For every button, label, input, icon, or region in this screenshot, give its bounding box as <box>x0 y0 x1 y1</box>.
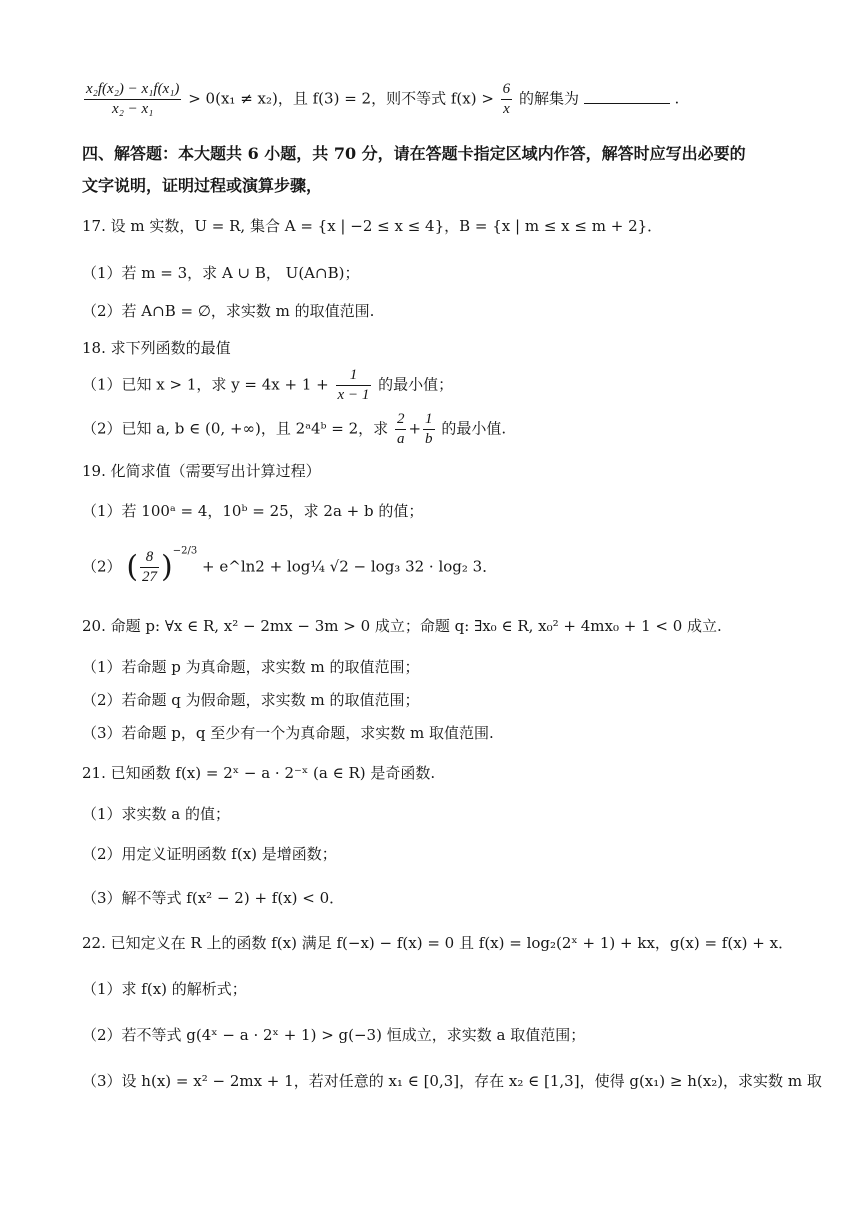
right-paren: ) <box>161 549 173 585</box>
q18-part2-fraction1 <box>395 410 407 449</box>
q19-part2-pre: （2） <box>82 557 122 576</box>
fraction-denominator: x₂ − x₁ <box>112 101 154 117</box>
q21-part3: （3）解不等式 f(x² − 2) + f(x) < 0． <box>82 889 345 907</box>
solution-set-text: 的解集为 <box>518 89 579 108</box>
q17-stem: 17. 设 m 实数，U = R, 集合 A = {x | −2 ≤ x ≤ 4}，B = {x | m ≤ x ≤ m + 2}． <box>82 217 663 235</box>
q19-stem: 19. 化简求值（需要写出计算过程） <box>82 462 321 480</box>
end-period: . <box>674 89 680 108</box>
q18-part1-denominator: x − 1 <box>337 387 370 403</box>
q21-stem: 21. 已知函数 f(x) = 2ˣ − a · 2⁻ˣ (a ∈ R) 是奇函数. <box>82 764 436 782</box>
rhs-numerator: 6 <box>501 80 513 100</box>
q18-part1-numerator: 1 <box>336 366 372 386</box>
q18-part2-pre: （2）已知 a, b ∈ (0, +∞)，且 2ᵃ4ᵇ = 2，求 <box>82 419 389 438</box>
q18-part1-fraction <box>336 366 372 405</box>
q20-part2: （2）若命题 q 为假命题，求实数 m 的取值范围； <box>82 691 420 709</box>
q20-stem: 20. 命题 p: ∀x ∈ R, x² − 2mx − 3m > 0 成立；命题 q: ∃x₀ ∈ R, x₀² + 4mx₀ + 1 < 0 成立. <box>82 617 722 635</box>
section-heading-line1: 四、解答题：本大题共 6 小题，共 70 分，请在答题卡指定区域内作答，解答时应写出必要的 <box>82 144 746 163</box>
q18-part2: （2）已知 a, b ∈ (0, +∞)，且 2ᵃ4ᵇ = 2，求 $\frac{2}{a}$ + $\frac{1}{b}$ 的最小值. <box>82 411 507 447</box>
condition-text: > 0(x₁ ≠ x₂)，且 f(3) = 2，则不等式 f(x) > <box>188 89 494 108</box>
q21-part1: （1）求实数 a 的值； <box>82 805 231 823</box>
difference-quotient-fraction <box>84 80 181 119</box>
q17-part1: （1）若 m = 3，求 A ∪ B， U(A∩B)； <box>82 264 360 282</box>
q18-stem: 18. 求下列函数的最值 <box>82 339 231 357</box>
q18-part2-numerator1: 2 <box>395 410 407 430</box>
q18-part2-post: 的最小值. <box>441 419 507 438</box>
q19-part2-denominator: 27 <box>142 569 158 585</box>
q20-part3: （3）若命题 p，q 至少有一个为真命题，求实数 m 取值范围. <box>82 724 494 742</box>
q18-part2-denominator2: b <box>425 431 433 447</box>
section-heading-line2: 文字说明，证明过程或演算步骤， <box>82 176 323 195</box>
q18-part2-denominator1: a <box>396 431 405 447</box>
q19-part2 <box>82 545 827 587</box>
left-paren: ( <box>126 549 139 585</box>
q19-part2-post: + e^ln2 + log¼ √2 − log₃ 32 · log₂ 3． <box>202 557 498 576</box>
q22-part2: （2）若不等式 g(4ˣ − a · 2ˣ + 1) > g(−3) 恒成立，求实数 a 取值范围； <box>82 1026 586 1044</box>
fraction-numerator: x₂f(x₂) − x₁f(x₁) <box>84 80 181 100</box>
rhs-fraction <box>501 80 513 119</box>
rhs-denominator: x <box>503 101 510 117</box>
q17-part2: （2）若 A∩B = ∅，求实数 m 的取值范围. <box>82 302 375 320</box>
q18-part1-post: 的最小值； <box>378 375 454 394</box>
q21-part2: （2）用定义证明函数 f(x) 是增函数； <box>82 845 337 863</box>
q22-stem: 22. 已知定义在 R 上的函数 f(x) 满足 f(−x) − f(x) = 0 且 f(x) = log₂(2ˣ + 1) + kx，g(x) = f(x) + x． <box>82 934 794 952</box>
q22-part3: （3）设 h(x) = x² − 2mx + 1，若对任意的 x₁ ∈ [0,3]，存在 x₂ ∈ [1,3]，使得 g(x₁) ≥ h(x₂)，求实数 m 取 <box>82 1072 822 1090</box>
q18-part1 <box>82 366 827 405</box>
q19-part1: （1）若 100ᵃ = 4，10ᵇ = 25，求 2a + b 的值； <box>82 502 424 520</box>
q20-part1: （1）若命题 p 为真命题，求实数 m 的取值范围； <box>82 658 420 676</box>
q18-part2-numerator2: 1 <box>423 410 435 430</box>
continued-condition-line <box>82 80 827 119</box>
q18-part2-fraction2 <box>423 410 435 449</box>
answer-blank <box>584 89 670 104</box>
q22-part1: （1）求 f(x) 的解析式； <box>82 980 247 998</box>
q19-part2-numerator: 8 <box>140 548 159 568</box>
q19-part2-fraction <box>140 548 159 587</box>
q18-part1-pre: （1）已知 x > 1，求 y = 4x + 1 + <box>82 375 329 394</box>
q19-part2-exponent: −2/3 <box>172 545 198 557</box>
